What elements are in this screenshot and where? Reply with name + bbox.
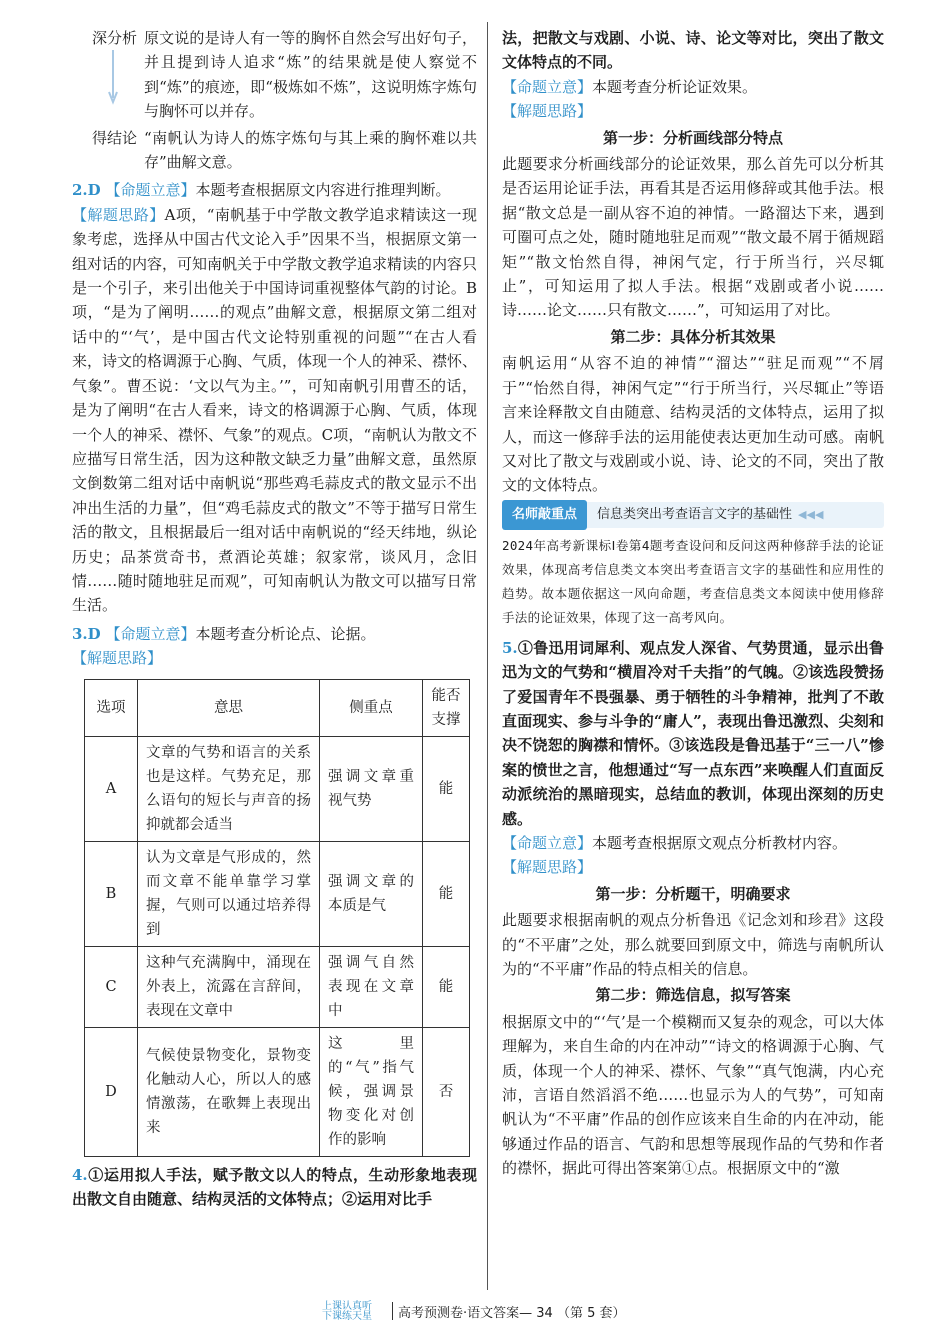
- footer-page-info: 高考预测卷·语文答案— 34 （第 5 套）: [398, 1306, 626, 1321]
- table-header-support: 能否支撑: [423, 679, 470, 736]
- key-point-banner: [502, 502, 884, 528]
- table-cell-support: 能: [423, 841, 470, 946]
- q5-intent: [502, 831, 884, 855]
- table-cell-meaning: 认为文章是气形成的，然而文章不能单靠学习掌握，气则可以通过培养得到: [138, 841, 320, 946]
- conclusion-text: “南帆认为诗人的炼字炼句与其上乘的胸怀难以共存”曲解文意。: [144, 128, 477, 172]
- q3-number: 3.D: [72, 624, 101, 643]
- table-row: [85, 736, 470, 841]
- table-row: [85, 946, 470, 1027]
- conclusion-label: 得结论: [92, 128, 138, 147]
- analysis-table: [84, 679, 470, 1157]
- page-footer: [0, 1300, 950, 1324]
- q3-intent-text: 本题考查分析论点、论据。: [195, 624, 376, 643]
- q4-step1-text: 此题要求分析画线部分的论证效果，那么首先可以分析其是否运用论证手法，再看其是否运用修辞或其他手法。根据“散文总是一副从容不迫的神情。一路溜达下来，遇到可圈可点之处，随时随地驻足而观”“散文最不屑于循规蹈矩”“散文怡然自得，神闲气定，行于所当行，兴尽辄止”，可知运用了拟人手法。根据“戏剧或者小说……诗……论文……只有散文……”，可知运用了对比。: [502, 155, 884, 320]
- table-cell-support: 能: [423, 946, 470, 1027]
- analysis-block: [72, 26, 477, 124]
- q3-tag-intent: 【命题立意】: [105, 624, 196, 643]
- q4-step1-heading: 第一步：分析画线部分特点: [602, 128, 783, 147]
- analysis-label: 深分析: [92, 29, 138, 47]
- q4-continued: 法，把散文与戏剧、小说、诗、论文等对比，突出了散文文体特点的不同。: [502, 29, 884, 72]
- footer-logo-line1: 上课认真听: [322, 1301, 372, 1312]
- q2-reasoning: [72, 203, 477, 618]
- q4-tag-reasoning: 【解题思路】: [502, 102, 593, 121]
- down-arrow-icon: [108, 50, 118, 106]
- q4-intent: [502, 75, 884, 99]
- footer-logo-line2: 下课练天星: [322, 1311, 372, 1322]
- q5-number: 5.: [502, 638, 518, 657]
- q3-tag-reasoning: 【解题思路】: [72, 649, 163, 668]
- q2-tag-intent: 【命题立意】: [105, 181, 196, 200]
- q4-number: 4.: [72, 1165, 88, 1184]
- table-cell-focus: 这里的“气”指气候，强调景物变化对创作的影响: [320, 1027, 423, 1156]
- table-cell-meaning: 气候使景物变化，景物变化触动人心，所以人的感情激荡，在歌舞上表现出来: [138, 1027, 320, 1156]
- table-cell-option: A: [85, 736, 138, 841]
- q5-answer: [502, 636, 884, 831]
- q2-number: 2.D: [72, 181, 101, 200]
- q2-tag-reasoning: 【解题思路】: [72, 205, 165, 224]
- column-divider: [487, 22, 488, 1290]
- q4-answer-text: ①运用拟人手法，赋予散文以人的特点，生动形象地表现出散文自由随意、结构灵活的文体特点；②运用对比手: [72, 1165, 477, 1208]
- table-header-row: [85, 679, 470, 736]
- q5-step1-text: 此题要求根据南帆的观点分析鲁迅《记念刘和珍君》这段的“不平庸”之处，那么就要回到原文中，筛选与南帆所认为的“不平庸”作品的特点相关的信息。: [502, 911, 884, 978]
- table-header-focus: 侧重点: [320, 679, 423, 736]
- q2-reasoning-text: A项，“南帆基于中学散文教学追求精读这一现象考虑，选择从中国古代文论入手”因果不当，根据原文第一组对话的内容，可知南帆关于中学散文教学追求精读的内容只是一个引子，来引出他关于中国诗词重视整体气韵的讨论。B项，“是为了阐明……的观点”曲解文意，根据原文第二组对话中的“‘气’，是中国古代文论特别重视的问题”“在古人看来，诗文的格调源于心胸、气质，体现一个人的神采、襟怀、气象”。曹丕说：‘文以气为主。’”，可知南帆引用曹丕的话，是为了阐明“在古人看来，诗文的格调源于心胸、气质，体现一个人的神采、襟怀、气象”的观点。C项，“南帆认为散文不应描写日常生活，因为这种散文缺乏力量”曲解文意，虽然原文倒数第二组对话中南帆说“那些鸡毛蒜皮式的散文显示不出冲出生活的力量”，但“鸡毛蒜皮式的散文”不等于描写日常生活的散文，且根据最后一组对话中南帆说的“经天纬地，纵论历史；品茶赏奇书，煮酒论英雄；叙家常，谈风月，念旧情……随时随地驻足而观”，可知南帆认为散文可以描写日常生活。: [72, 205, 478, 615]
- table-cell-support: 能: [423, 736, 470, 841]
- conclusion-block: [72, 126, 477, 175]
- right-column: [502, 26, 884, 1181]
- table-cell-focus: 强调气自然表现在文章中: [320, 946, 423, 1027]
- table-cell-option: C: [85, 946, 138, 1027]
- table-cell-focus: 强调文章重视气势: [320, 736, 423, 841]
- q5-tag-intent: 【命题立意】: [502, 833, 593, 852]
- table-header-meaning: 意思: [138, 679, 320, 736]
- q4-step2-text: 南帆运用“从容不迫的神情”“溜达”“驻足而观”“不屑于”“怡然自得，神闲气定”“行于所当行，兴尽辄止”等语言来诠释散文自由随意、结构灵活的文体特点，运用了拟人，而这一修辞手法的运用能使表达更加生动可感。南帆又对比了散文与戏剧或小说、诗、论文的不同，突出了散文的文体特点。: [502, 354, 884, 495]
- q4-step2-heading: 第二步：具体分析其效果: [610, 327, 776, 346]
- q5-step2-text: 根据原文中的“‘气’是一个模糊而又复杂的观念，可以大体理解为，来自生命的内在冲动”“诗文的格调源于心胸、气质，体现一个人的神采、襟怀、气象”“真气饱满，内心充沛，言语自然滔滔不绝……也显示为人的气势”，可知南帆认为“不平庸”作品的创作应该来自生命的内在冲动，能够通过作品的语言、气韵和思想等展现作品的气势和作者的襟怀，据此可得出答案第①点。根据原文中的“激: [502, 1012, 884, 1178]
- left-column: [72, 26, 477, 1211]
- q2-intent-text: 本题考查根据原文内容进行推理判断。: [195, 181, 451, 200]
- q4-tag-intent: 【命题立意】: [502, 77, 593, 96]
- q4-intent-text: 本题考查分析论证效果。: [592, 77, 758, 96]
- q5-step2-heading: 第二步：筛选信息，拟写答案: [595, 986, 791, 1005]
- table-cell-meaning: 这种气充满胸中，涌现在外表上，流露在言辞间，表现在文章中: [138, 946, 320, 1027]
- key-point-note: 2024年高考新课标Ⅰ卷第4题考查设问和反问这两种修辞手法的论证效果，体现高考信息类文本突出考查语言文字的基础性和应用性的趋势。故本题依据这一风向命题，考查信息类文本阅读中使用修辞手法的论证效果，体现了这一高考风向。: [502, 537, 884, 625]
- table-row: [85, 841, 470, 946]
- q2-block: [72, 178, 477, 202]
- q4-block: [72, 1163, 477, 1212]
- table-header-option: 选项: [85, 679, 138, 736]
- q5-tag-reasoning: 【解题思路】: [502, 858, 593, 877]
- q5-step1-heading: 第一步：分析题干，明确要求: [595, 884, 791, 903]
- table-cell-meaning: 文章的气势和语言的关系也是这样。气势充足，那么语句的短长与声音的扬抑就都会适当: [138, 736, 320, 841]
- q5-intent-text: 本题考查根据原文观点分析教材内容。: [592, 833, 848, 852]
- footer-logo: [322, 1302, 372, 1322]
- footer-separator: [392, 1302, 393, 1320]
- chevron-left-icon: ◀◀◀: [798, 507, 824, 521]
- q3-block: [72, 622, 477, 646]
- banner-text: 信息类突出考查语言文字的基础性: [597, 506, 793, 522]
- table-cell-support: 否: [423, 1027, 470, 1156]
- table-cell-option: B: [85, 841, 138, 946]
- table-cell-option: D: [85, 1027, 138, 1156]
- table-cell-focus: 强调文章的本质是气: [320, 841, 423, 946]
- q5-answer-text: ①鲁迅用词犀利、观点发人深省、气势贯通，显示出鲁迅为文的气势和“横眉冷对千夫指”的气魄。②该选段赞扬了爱国青年不畏强暴、勇于牺牲的斗争精神，批判了不敢直面现实、参与斗争的“庸人”，表现出鲁迅激烈、尖刻和决不饶恕的胸襟和情怀。③该选段是鲁迅基于“三一八”惨案的愤世之言，他想通过“写一点东西”来唤醒人们直面反动派统治的黑暗现实，总结血的教训，体现出深刻的历史感。: [502, 638, 884, 828]
- banner-logo: 名师敲重点: [502, 500, 587, 530]
- analysis-text: 原文说的是诗人有一等的胸怀自然会写出好句子，并且提到诗人追求“炼”的结果就是使人察觉不到“炼”的痕迹，即“极炼如不炼”，这说明炼字炼句与胸怀可以并存。: [144, 29, 477, 121]
- table-row: [85, 1027, 470, 1156]
